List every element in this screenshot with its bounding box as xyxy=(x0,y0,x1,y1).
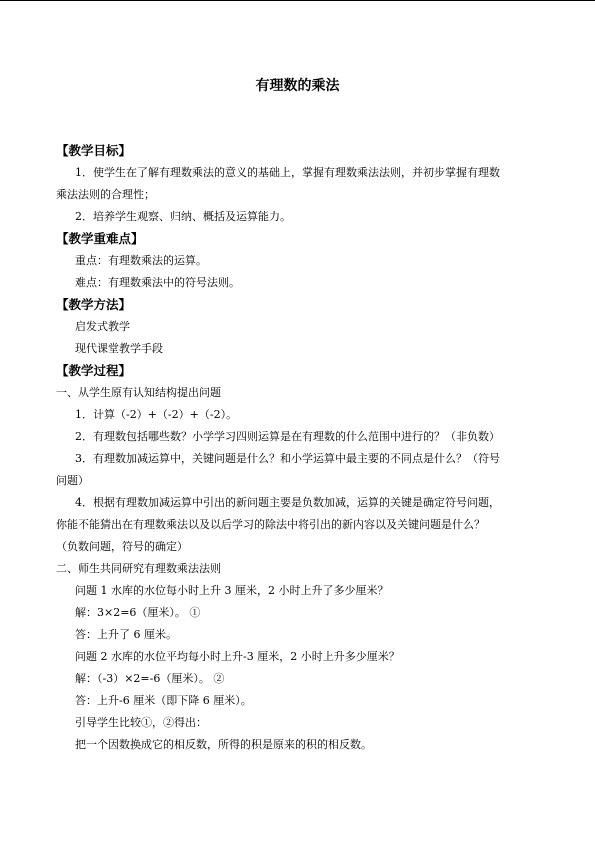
text-line: 3．有理数加减运算中，关键问题是什么？和小学运算中最主要的不同点是什么？（符号 xyxy=(75,452,500,465)
text-line: 1．计算（-2）+（-2）+（-2）。 xyxy=(75,408,238,421)
top-rule xyxy=(0,0,595,1)
text-line: （负数问题，符号的确定） xyxy=(56,540,188,553)
text-line: 答：上升-6 厘米（即下降 6 厘米）。 xyxy=(75,694,252,707)
text-line: 1．使学生在了解有理数乘法的意义的基础上，掌握有理数乘法法则，并初步掌握有理数 xyxy=(75,166,500,179)
section-heading: 【教学方法】 xyxy=(56,297,132,312)
text-line: 答：上升了 6 厘米。 xyxy=(75,628,177,641)
text-line: 现代课堂教学手段 xyxy=(75,342,163,355)
text-line: 解：（-3）×2=-6（厘米）。 ② xyxy=(75,672,225,685)
text-line: 启发式教学 xyxy=(75,320,130,333)
text-line: 一、从学生原有认知结构提出问题 xyxy=(56,386,221,399)
text-line: 解：3×2=6（厘米）。 ① xyxy=(75,606,201,619)
text-line: 难点：有理数乘法中的符号法则。 xyxy=(75,276,240,289)
section-heading: 【教学目标】 xyxy=(56,143,132,158)
text-line: 4．根据有理数加减运算中引出的新问题主要是负数加减，运算的关键是确定符号问题， xyxy=(75,496,500,509)
text-line: 引导学生比较①，②得出： xyxy=(75,716,207,729)
text-line: 二、师生共同研究有理数乘法法则 xyxy=(56,562,221,575)
text-line: 重点：有理数乘法的运算。 xyxy=(75,254,207,267)
text-line: 你能不能猜出在有理数乘法以及以后学习的除法中将引出的新内容以及关键问题是什么？ xyxy=(56,518,485,531)
text-line: 2．培养学生观察、归纳、概括及运算能力。 xyxy=(75,210,291,223)
text-line: 问题 2 水库的水位平均每小时上升-3 厘米，2 小时上升多少厘米？ xyxy=(75,650,400,663)
section-heading: 【教学过程】 xyxy=(56,363,132,378)
text-line: 2．有理数包括哪些数？小学学习四则运算是在有理数的什么范围中进行的？（非负数） xyxy=(75,430,500,443)
text-line: 乘法法则的合理性； xyxy=(56,188,155,201)
text-line: 问题 1 水库的水位每小时上升 3 厘米，2 小时上升了多少厘米？ xyxy=(75,584,389,597)
text-line: 问题） xyxy=(56,474,89,487)
section-heading: 【教学重难点】 xyxy=(56,231,144,246)
text-line: 把一个因数换成它的相反数，所得的积是原来的积的相反数。 xyxy=(75,738,372,751)
page-title: 有理数的乘法 xyxy=(255,78,340,94)
